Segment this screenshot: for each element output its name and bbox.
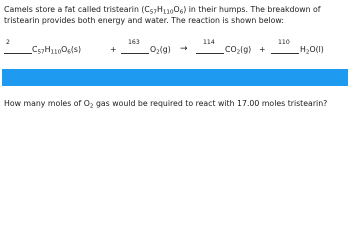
chemical-equation xyxy=(4,39,348,63)
formula-h2o: $H_2O(l)$ xyxy=(300,45,324,56)
intro-text-h: H xyxy=(156,5,163,14)
blank-tristearin xyxy=(4,47,32,56)
answer-highlight-bar xyxy=(2,69,348,86)
blank-h2o xyxy=(271,47,299,56)
plus-sign: + xyxy=(259,45,266,54)
coefficient-tristearin: 2 xyxy=(6,39,10,46)
intro-sub-h: 110 xyxy=(162,9,174,16)
intro-text-end: ) in their humps. The breakdown of tristearin provides both energy and water. The reaction is shown below: xyxy=(4,5,321,25)
blank-co2 xyxy=(196,47,224,56)
intro-sub-o: 6 xyxy=(179,9,184,16)
question-sub: 2 xyxy=(89,103,94,110)
intro-sub-c: 57 xyxy=(149,9,157,16)
coefficient-co2: 114 xyxy=(203,39,215,46)
problem-intro xyxy=(4,4,348,26)
blank-o2 xyxy=(121,47,149,56)
formula-tristearin: $C_{57}H_{110}O_6(s)$ xyxy=(32,45,81,56)
intro-text-o: O xyxy=(173,5,180,14)
question-text-b: gas would be required to react with 17.00 moles tristearin? xyxy=(93,99,328,108)
question-text xyxy=(4,98,348,109)
coefficient-h2o: 110 xyxy=(278,39,290,46)
formula-o2: $O_2(g)$ xyxy=(150,45,171,56)
question-text-a: How many moles of O xyxy=(4,99,90,108)
reaction-arrow: → xyxy=(180,44,188,54)
formula-co2: $CO_2(g)$ xyxy=(225,45,252,56)
plus-sign: + xyxy=(110,45,117,54)
coefficient-o2: 163 xyxy=(128,39,140,46)
intro-text: Camels store a fat called tristearin (C xyxy=(4,5,150,14)
